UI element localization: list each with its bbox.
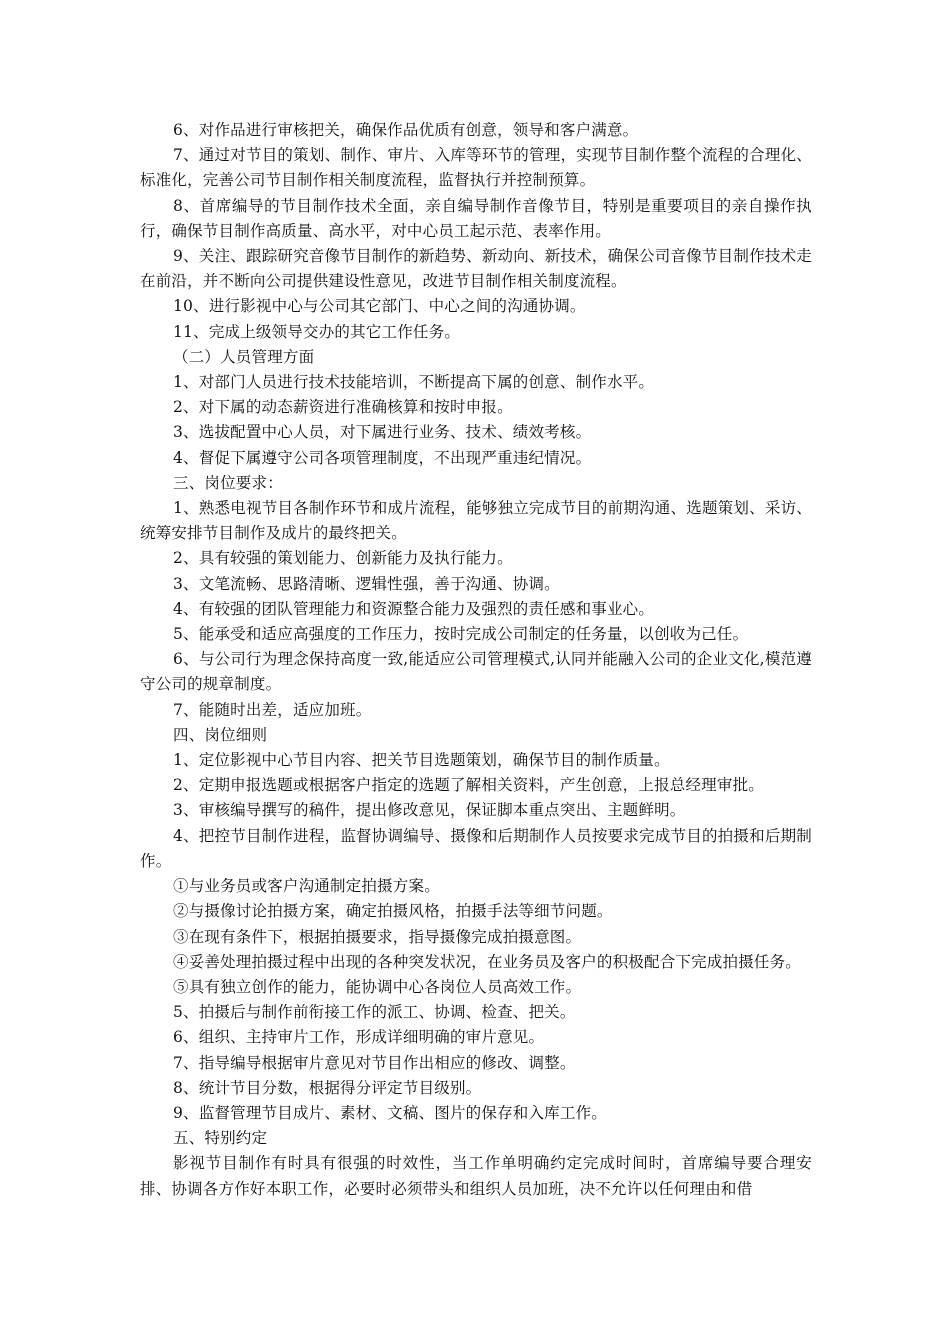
paragraph: 7、指导编导根据审片意见对节目作出相应的修改、调整。 bbox=[173, 1053, 576, 1072]
sub-item: ②与摄像讨论拍摄方案，确定拍摄风格，拍摄手法等细节问题。 bbox=[173, 902, 613, 921]
paragraph: 影视节目制作有时具有很强的时效性，当工作单明确约定完成时间时，首席编导要合理安排、协调各方作好本职工作，必要时必须带头和组织人员加班，决不允许以任何理由和借 bbox=[140, 1154, 812, 1198]
paragraph: 4、督促下属遵守公司各项管理制度，不出现严重违纪情况。 bbox=[173, 448, 592, 467]
paragraph: 2、具有较强的策划能力、创新能力及执行能力。 bbox=[173, 549, 513, 568]
paragraph: 9、关注、跟踪研究音像节目制作的新趋势、新动向、新技术，确保公司音像节目制作技术走在前沿，并不断向公司提供建设性意见，改进节目制作相关制度流程。 bbox=[140, 247, 812, 291]
paragraph: 4、有较强的团队管理能力和资源整合能力及强烈的责任感和事业心。 bbox=[173, 599, 655, 618]
paragraph: 2、定期申报选题或根据客户指定的选题了解相关资料，产生创意，上报总经理审批。 bbox=[173, 776, 764, 795]
paragraph: 1、对部门人员进行技术技能培训，不断提高下属的创意、制作水平。 bbox=[173, 373, 655, 392]
paragraph: 2、对下属的动态薪资进行准确核算和按时申报。 bbox=[173, 398, 513, 417]
section-heading: （二）人员管理方面 bbox=[173, 347, 315, 366]
section-heading: 五、特别约定 bbox=[173, 1129, 268, 1148]
sub-item: ④妥善处理拍摄过程中出现的各种突发状况，在业务员及客户的积极配合下完成拍摄任务。 bbox=[173, 952, 802, 971]
section-heading: 四、岗位细则 bbox=[173, 725, 268, 744]
paragraph: 4、把控节目制作进程，监督协调编导、摄像和后期制作人员按要求完成节目的拍摄和后期制作。 bbox=[140, 826, 812, 870]
paragraph: 3、文笔流畅、思路清晰、逻辑性强，善于沟通、协调。 bbox=[173, 574, 560, 593]
paragraph: 10、进行影视中心与公司其它部门、中心之间的沟通协调。 bbox=[173, 297, 586, 316]
paragraph: 1、熟悉电视节目各制作环节和成片流程，能够独立完成节目的前期沟通、选题策划、采访、统筹安排节目制作及成片的最终把关。 bbox=[140, 499, 812, 543]
paragraph: 3、审核编导撰写的稿件，提出修改意见，保证脚本重点突出、主题鲜明。 bbox=[173, 801, 686, 820]
sub-item: ⑤具有独立创作的能力，能协调中心各岗位人员高效工作。 bbox=[173, 977, 582, 996]
paragraph: 5、能承受和适应高强度的工作压力，按时完成公司制定的任务量，以创收为己任。 bbox=[173, 625, 749, 644]
paragraph: 6、组织、主持审片工作，形成详细明确的审片意见。 bbox=[173, 1028, 545, 1047]
paragraph: 6、与公司行为理念保持高度一致,能适应公司管理模式,认同并能融入公司的企业文化,模范遵守公司的规章制度。 bbox=[140, 650, 812, 694]
paragraph: 5、拍摄后与制作前衔接工作的派工、协调、检查、把关。 bbox=[173, 1003, 576, 1022]
sub-item: ①与业务员或客户沟通制定拍摄方案。 bbox=[173, 877, 440, 896]
paragraph: 7、通过对节目的策划、制作、审片、入库等环节的管理，实现节目制作整个流程的合理化、标准化，完善公司节目制作相关制度流程，监督执行并控制预算。 bbox=[140, 146, 812, 190]
sub-item: ③在现有条件下，根据拍摄要求，指导摄像完成拍摄意图。 bbox=[173, 927, 582, 946]
paragraph: 3、选拔配置中心人员，对下属进行业务、技术、绩效考核。 bbox=[173, 423, 592, 442]
paragraph: 11、完成上级领导交办的其它工作任务。 bbox=[173, 322, 461, 341]
document-body bbox=[140, 118, 812, 1202]
paragraph: 1、定位影视中心节目内容、把关节目选题策划，确保节目的制作质量。 bbox=[173, 751, 670, 770]
paragraph: 7、能随时出差，适应加班。 bbox=[173, 700, 372, 719]
paragraph: 8、首席编导的节目制作技术全面，亲自编导制作音像节目，特别是重要项目的亲自操作执行，确保节目制作高质量、高水平，对中心员工起示范、表率作用。 bbox=[140, 196, 812, 240]
paragraph: 8、统计节目分数，根据得分评定节目级别。 bbox=[173, 1078, 482, 1097]
paragraph: 6、对作品进行审核把关，确保作品优质有创意，领导和客户满意。 bbox=[173, 121, 639, 139]
section-heading: 三、岗位要求： bbox=[173, 473, 283, 492]
paragraph: 9、监督管理节目成片、素材、文稿、图片的保存和入库工作。 bbox=[173, 1103, 607, 1122]
